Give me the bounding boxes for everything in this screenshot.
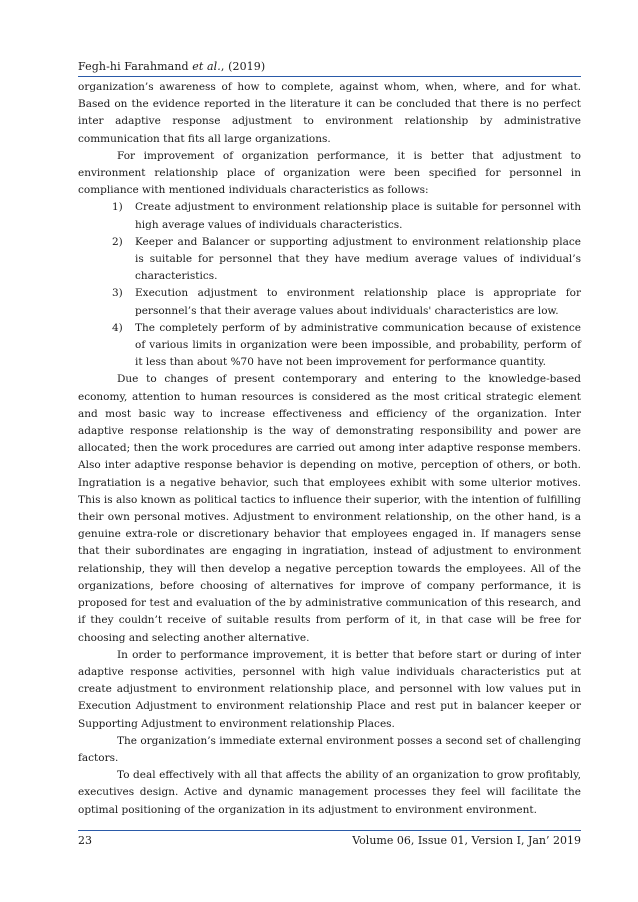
footer-rule [78,830,581,831]
list-item [78,234,581,286]
list-item [78,320,581,372]
paragraph-external-environment: The organization’s immediate external environment posses a second set of challenging factors. [78,734,581,764]
paragraph-improvement: For improvement of organization performance, it is better that adjustment to environment relationship place of organization were been specified for personnel in compliance with mentioned individuals characteristics as follows: [78,149,581,197]
list-item-text: Create adjustment to environment relationship place is suitable for personnel with high average values of individuals characteristics. [135,201,581,231]
list-item-number: 1) [112,201,123,214]
journal-volume: Volume 06, Issue 01, Version I, Jan’ 2019 [352,834,581,847]
header-year: (2019) [228,60,266,73]
list-item-text: Execution adjustment to environment relationship place is appropriate for personnel’s that their average values about individuals' characteristics are low. [135,287,581,317]
paragraph-knowledge-economy: Due to changes of present contemporary and entering to the knowledge-based economy, attention to human resources is considered as the most critical strategic element and most basic way to increase effectiveness and efficiency of the organization. Inter adaptive response relationship is the way of demonstrating responsibility and power are allocated; then the work procedures are carried out among inter adaptive response members. Also inter adaptive response behavior is depending on motive, perception of others, or both. Ingratiation is a negative behavior, such that employees exhibit with some ulterior motives. This is also known as political tactics to influence their superior, with the intention of fulfilling their own personal motives. Adjustment to environment relationship, on the other hand, is a genuine extra-role or discretionary behavior that employees engaged in. If managers sense that their subordinates are engaging in ingratiation, instead of adjustment to environment relationship, they will then develop a negative perception towards the employees. All of the organizations, before choosing of alternatives for improve of company performance, it is proposed for test and evaluation of the by administrative communication of this research, and if they couldn’t receive of suitable results from perform of it, in that case will be free for choosing and selecting another alternative. [78,373,581,644]
list-item [78,199,581,233]
paragraph-performance-improvement: In order to performance improvement, it is better that before start or during of inter adaptive response activities, personnel with high value individuals characteristics put at create adjustment to environment relationship place, and personnel with low values put in Execution Adjustment to environment relationship Place and rest put in balancer keeper or Supporting Adjustment to environment relationship Places. [78,648,581,730]
list-item-number: 3) [112,287,123,300]
running-header: Fegh-hi Farahmand et al., (2019) [78,60,266,73]
list-item-number: 4) [112,321,123,334]
header-rule [78,76,581,77]
numbered-list [78,199,581,371]
running-footer [78,834,581,848]
page-number: 23 [78,834,92,847]
paragraph-deal-effectively: To deal effectively with all that affects the ability of an organization to grow profitably, executives design. Active and dynamic management processes they feel will facilitate the optimal positioning of the organization in its adjustment to environment environment. [78,769,581,816]
header-etal: et al. [192,60,221,73]
article-body [78,79,581,819]
header-authors: Fegh-hi Farahmand [78,60,189,73]
paragraph-continuation: organization’s awareness of how to complete, against whom, when, where, and for what. Based on the evidence reported in the literature it can be concluded that there is no perfect inter adaptive response adjustment to environment relationship by administrative communication that fits all large organizations. [78,81,581,145]
list-item-number: 2) [112,235,123,248]
list-item-text: Keeper and Balancer or supporting adjustment to environment relationship place is suitable for personnel that they have medium average values of individual’s characteristics. [135,235,581,283]
list-item [78,285,581,319]
list-item-text: The completely perform of by administrative communication because of existence of various limits in organization were been impossible, and probability, perform of it less than about %70 have not been improvement for performance quantity. [135,321,581,369]
